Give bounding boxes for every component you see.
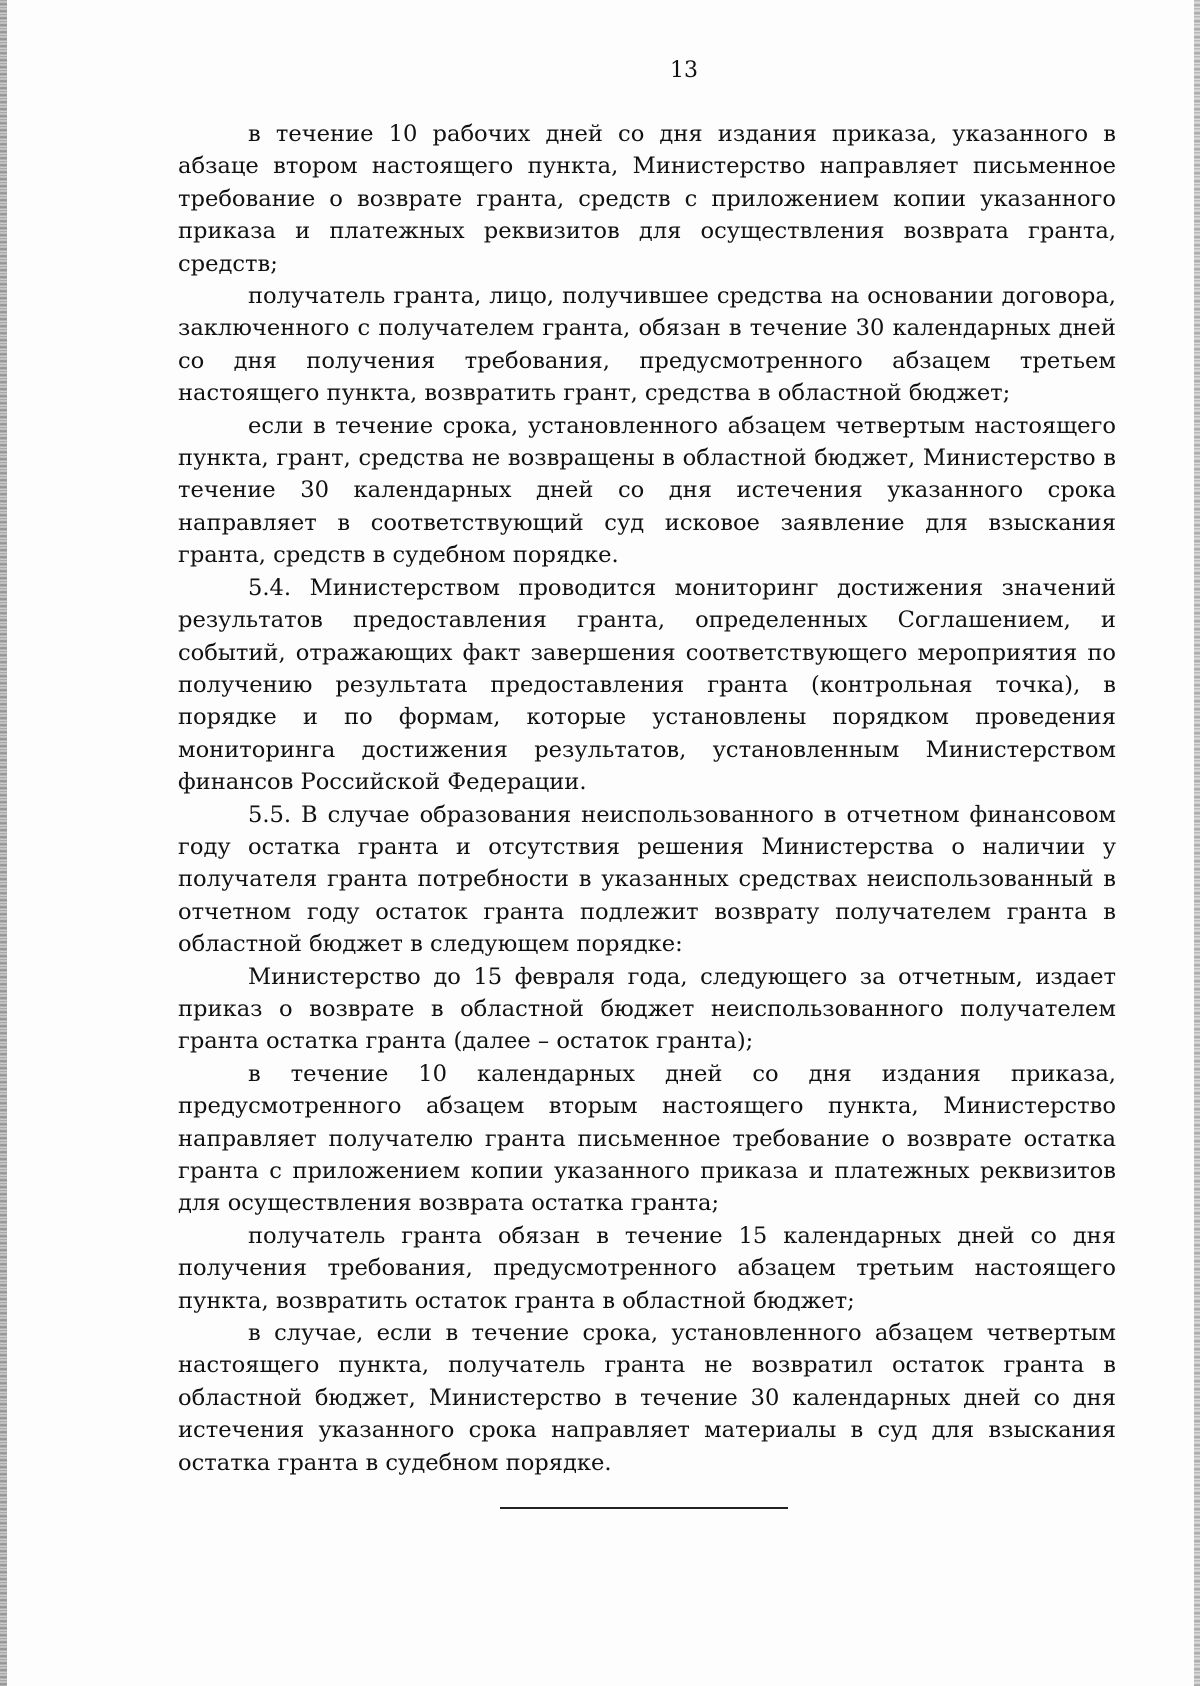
end-of-document-rule (500, 1507, 788, 1509)
paragraph: получатель гранта, лицо, получившее средства на основании договора, заключенного с получателем гранта, обязан в течение 30 календарных дней со дня получения требования, предусмотренного абзацем третьем настоящего пункта, возвратить грант, средства в областной бюджет; (178, 283, 1116, 407)
page-number: 13 (670, 58, 698, 83)
paragraph: в случае, если в течение срока, установленного абзацем четвертым настоящего пункта, получатель гранта не возвратил остаток гранта в областной бюджет, Министерство в течение 30 календарных дней со дня истечения указанного срока направляет материалы в суд для взыскания остатка гранта в судебном порядке. (178, 1320, 1116, 1476)
scan-edge-right (1194, 0, 1200, 1686)
paragraph: в течение 10 календарных дней со дня издания приказа, предусмотренного абзацем вторым настоящего пункта, Министерство направляет получателю гранта письменное требование о возврате остатка гранта с приложением копии указанного приказа и платежных реквизитов для осуществления возврата остатка гранта; (178, 1060, 1116, 1217)
paragraph: 5.4. Министерством проводится мониторинг достижения значений результатов предоставления гранта, определенных Соглашением, и событий, отражающих факт завершения соответствующего мероприятия по получению результата предоставления гранта (контрольная точка), в порядке и по формам, которые установлены порядком проведения мониторинга достижения результатов, установленным Министерством финансов Российской Федерации. (178, 574, 1116, 796)
paragraph: если в течение срока, установленного абзацем четвертым настоящего пункта, грант, средства не возвращены в областной бюджет, Министерство в течение 30 календарных дней со дня истечения указанного срока направляет в соответствующий суд исковое заявление для взыскания гранта, средств в судебном порядке. (178, 412, 1116, 569)
document-body (178, 118, 1116, 1479)
paragraph: в течение 10 рабочих дней со дня издания приказа, указанного в абзаце втором настоящего пункта, Министерство направляет письменное требование о возврате гранта, средств с приложением копии указанного приказа и платежных реквизитов для осуществления возврата гранта, средств; (178, 121, 1116, 277)
paragraph: получатель гранта обязан в течение 15 календарных дней со дня получения требования, предусмотренного абзацем третьим настоящего пункта, возвратить остаток гранта в областной бюджет; (178, 1222, 1116, 1314)
paragraph: Министерство до 15 февраля года, следующего за отчетным, издает приказ о возврате в областной бюджет неиспользованного получателем гранта остатка гранта (далее – остаток гранта); (178, 963, 1116, 1055)
paragraph: 5.5. В случае образования неиспользованного в отчетном финансовом году остатка гранта и отсутствия решения Министерства о наличии у получателя гранта потребности в указанных средствах неиспользованный в отчетном году остаток гранта подлежит возврату получателем гранта в областной бюджет в следующем порядке: (178, 801, 1116, 958)
scan-edge-left (0, 0, 7, 1686)
